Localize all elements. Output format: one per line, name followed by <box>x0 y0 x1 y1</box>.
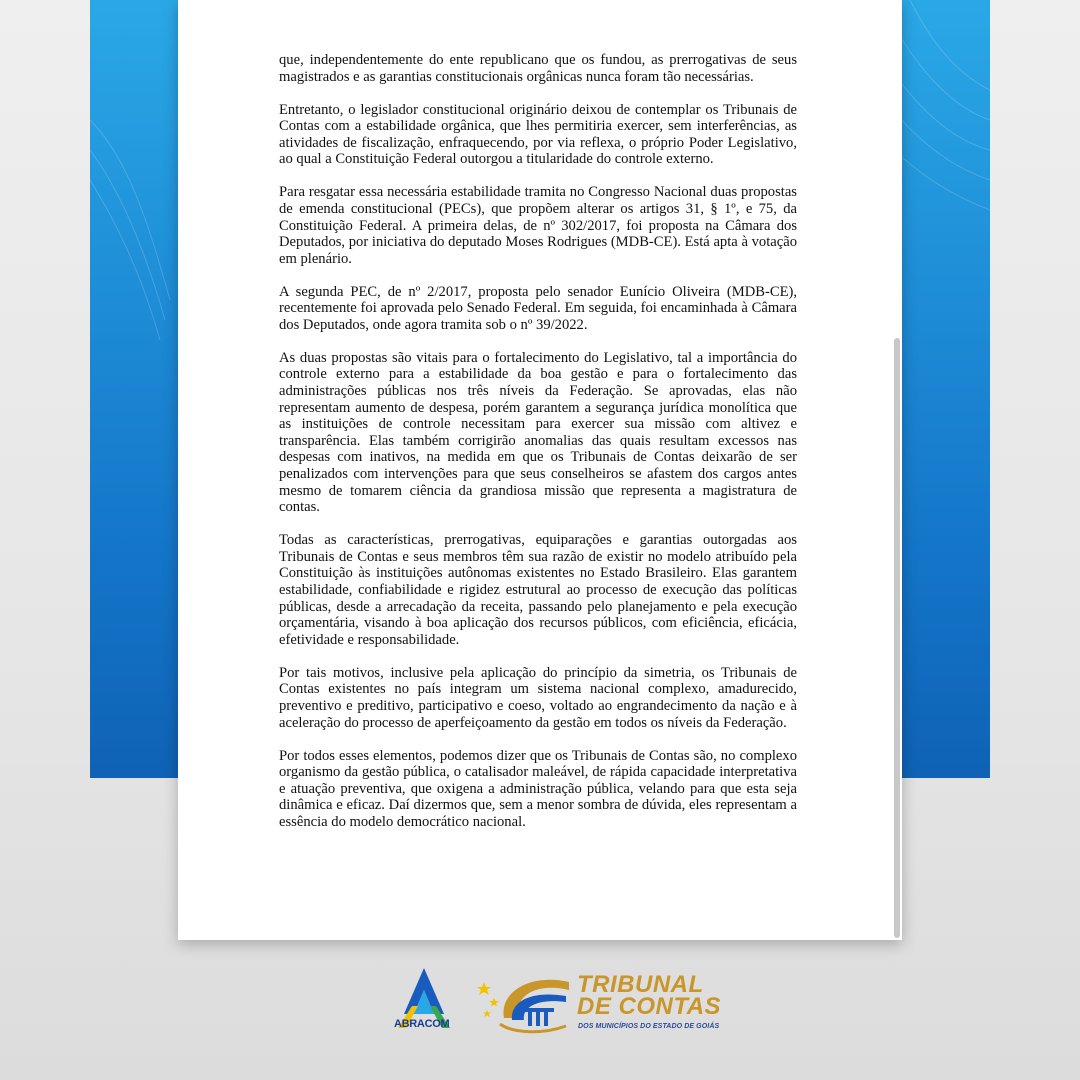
document-page <box>178 0 902 940</box>
tcm-logo-subtitle: DOS MUNICÍPIOS DO ESTADO DE GOIÁS <box>578 1023 720 1030</box>
paragraph: Por tais motivos, inclusive pela aplicação do princípio da simetria, os Tribunais de Contas existentes no país integram um sistema nacional complexo, amadurecido, preventivo e preditivo, participativo e coeso, voltado ao engrandecimento da nação e à aceleração do processo de aperfeiçoamento da gestão em todos os níveis da Federação. <box>279 664 797 731</box>
paragraph: Entretanto, o legislador constitucional originário deixou de contemplar os Tribunais de Contas com a estabilidade orgânica, que lhes permitiria exercer, sem interferências, as atividades de fiscalização, enfraquecendo, por via reflexa, o próprio Poder Legislativo, ao qual a Constituição Federal outorgou a titularidade do controle externo. <box>279 101 797 168</box>
abracom-logo-text: ABRACOM <box>394 1018 450 1030</box>
tcm-title-line2: DE CONTAS <box>577 993 722 1020</box>
paragraph: Para resgatar essa necessária estabilidade tramita no Congresso Nacional duas propostas de emenda constitucional (PECs), que propõem alterar os artigos 31, § 1º, e 75, da Constituição Federal. A primeira delas, de nº 302/2017, foi proposta na Câmara dos Deputados, por iniciativa do deputado Moses Rodrigues (MDB-CE). Está apta à votação em plenário. <box>279 184 797 267</box>
paragraph: que, independentemente do ente republicano que os fundou, as prerrogativas de seus magistrados e as garantias constitucionais orgânicas nunca foram tão necessárias. <box>279 52 797 85</box>
paragraph: Por todos esses elementos, podemos dizer que os Tribunais de Contas são, no complexo organismo da gestão pública, o catalisador maleável, de rápida capacidade interpretativa e atuação preventiva, que oxigena a administração pública, velando para que esta seja dinâmica e eficaz. Daí dizermos que, sem a menor sombra de dúvida, eles representam a essência do modelo democrático nacional. <box>279 747 797 830</box>
tcm-title-line1: TRIBUNAL <box>577 971 704 998</box>
paragraph: A segunda PEC, de nº 2/2017, proposta pelo senador Eunício Oliveira (MDB-CE), recentemente foi aprovada pelo Senado Federal. Em seguida, foi encaminhada à Câmara dos Deputados, onde agora tramita sob o nº 39/2022. <box>279 283 797 333</box>
tcm-logo-title <box>577 971 722 1020</box>
tcm-emblem-icon <box>474 968 574 1036</box>
scrollbar-thumb[interactable] <box>894 338 900 938</box>
paragraph: As duas propostas são vitais para o fortalecimento do Legislativo, tal a importância do controle externo para a estabilidade da boa gestão e para o fortalecimento das administrações públicas nos três níveis da Federação. Se aprovadas, elas não representam aumento de despesa, porém garantem a segurança jurídica monolítica que as instituições de controle necessitam para exercer sua missão com altivez e transparência. Elas também corrigirão anomalias das quais resultam excessos nas despesas com inativos, na medida em que os Tribunais de Contas deixarão de ser penalizados com intervenções para que seus conselheiros se afastem dos cargos antes mesmo de tomarem ciência da grandiosa missão que representa a magistratura de contas. <box>279 349 797 516</box>
document-body <box>279 52 797 847</box>
paragraph: Todas as características, prerrogativas, equiparações e garantias outorgadas aos Tribunais de Contas e seus membros têm sua razão de existir no modelo atribuído pela Constituição às instituições autônomas existentes no Estado Brasileiro. Elas garantem estabilidade, confiabilidade e rigidez estrutural ao processo de execução das políticas públicas, desde a arrecadação da receita, passando pelo planejamento e pela execução orçamentária, visando à boa aplicação dos recursos públicos, com eficiência, eficácia, efetividade e responsabilidade. <box>279 532 797 648</box>
footer-logos <box>0 960 1080 1040</box>
